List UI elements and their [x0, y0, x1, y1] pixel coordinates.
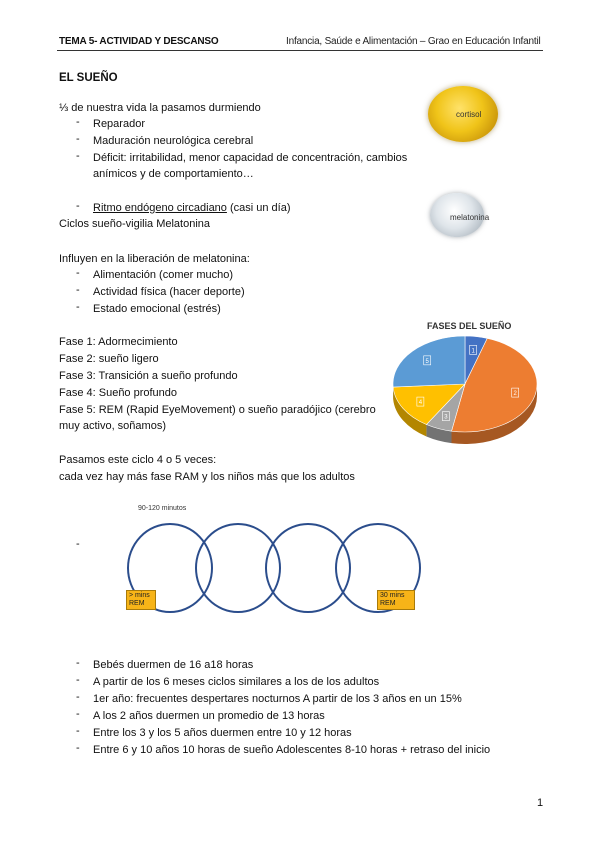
chart-title: FASES DEL SUEÑO [427, 321, 512, 331]
dash: - [76, 691, 80, 703]
intro-item: Déficit: irritabilidad, menor capacidad de concentración, cambios [93, 152, 408, 164]
cycle-ring [196, 524, 280, 612]
dash: - [76, 301, 80, 313]
bottom-item: Entre 6 y 10 años 10 horas de sueño Adolescentes 8-10 horas + retraso del inicio [93, 744, 491, 756]
fase-line: Fase 2: sueño ligero [59, 353, 159, 365]
pie-label: 5 [425, 358, 429, 365]
bottom-item: Bebés duermen de 16 a18 horas [93, 659, 254, 671]
bottom-item: A los 2 años duermen un promedio de 13 horas [93, 710, 325, 722]
cortisol-label: cortisol [456, 110, 482, 119]
dash: - [76, 674, 80, 686]
cycle-ring [266, 524, 350, 612]
fase-line: Fase 3: Transición a sueño profundo [59, 370, 238, 382]
dash: - [76, 708, 80, 720]
bottom-item: A partir de los 6 meses ciclos similares a los de los adultos [93, 676, 380, 688]
pie-chart [380, 332, 550, 462]
right-cycle-box [377, 590, 415, 610]
header-left: TEMA 5- ACTIVIDAD Y DESCANSO [59, 36, 219, 47]
dash: - [76, 284, 80, 296]
dash: - [76, 150, 80, 162]
intro-item: Maduración neurológica cerebral [93, 135, 254, 147]
dash: - [76, 742, 80, 754]
ritmo-line [93, 200, 291, 216]
influyen-item: Alimentación (comer mucho) [93, 269, 233, 281]
ritmo-rest: (casi un día) [226, 202, 291, 214]
pie-label: 3 [444, 414, 448, 421]
pie-label: 2 [513, 391, 517, 398]
section-title: EL SUEÑO [59, 72, 118, 84]
ciclos-line: Ciclos sueño-vigilia Melatonina [59, 218, 211, 230]
fase-line: Fase 5: REM (Rapid EyeMovement) o sueño paradójico (cerebro [59, 404, 376, 416]
dash: - [76, 200, 80, 212]
ciclo-line: cada vez hay más fase RAM y los niños más que los adultos [59, 471, 355, 483]
left-box-text: > mins REM [129, 592, 150, 607]
bottom-item: Entre los 3 y los 5 años duermen entre 10 y 12 horas [93, 727, 352, 739]
cycle-top-label: 90-120 minutos [138, 505, 187, 512]
pie-label: 1 [471, 348, 475, 355]
intro-line: ⅓ de nuestra vida la pasamos durmiendo [59, 102, 261, 114]
left-cycle-box [126, 590, 156, 610]
influyen-item: Estado emocional (estrés) [93, 303, 221, 315]
ritmo-link: Ritmo endógeno circadiano [93, 202, 227, 214]
dash: - [76, 538, 80, 550]
ciclo-line: Pasamos este ciclo 4 o 5 veces: [59, 454, 217, 466]
page-number: 1 [537, 797, 544, 809]
bottom-item: 1er año: frecuentes despertares nocturnos A partir de los 3 años en un 15% [93, 693, 462, 705]
dash: - [76, 657, 80, 669]
influyen-item: Actividad física (hacer deporte) [93, 286, 245, 298]
intro-item: anímicos y de comportamiento… [93, 168, 254, 180]
dash: - [76, 267, 80, 279]
fase-line: muy activo, soñamos) [59, 420, 166, 432]
melatonina-label: melatonina [450, 213, 490, 222]
fase-line: Fase 1: Adormecimiento [59, 336, 178, 348]
pie-label: 4 [418, 400, 423, 407]
dash: - [76, 725, 80, 737]
fase-line: Fase 4: Sueño profundo [59, 387, 178, 399]
intro-item: Reparador [93, 118, 145, 130]
header-divider [57, 50, 543, 51]
header-right: Infancia, Saúde e Alimentación – Grao en Educación Infantil [286, 36, 541, 47]
influyen-title: Influyen en la liberación de melatonina: [59, 253, 250, 265]
dash: - [76, 116, 80, 128]
right-box-text: 30 mins REM [380, 592, 405, 607]
dash: - [76, 133, 80, 145]
